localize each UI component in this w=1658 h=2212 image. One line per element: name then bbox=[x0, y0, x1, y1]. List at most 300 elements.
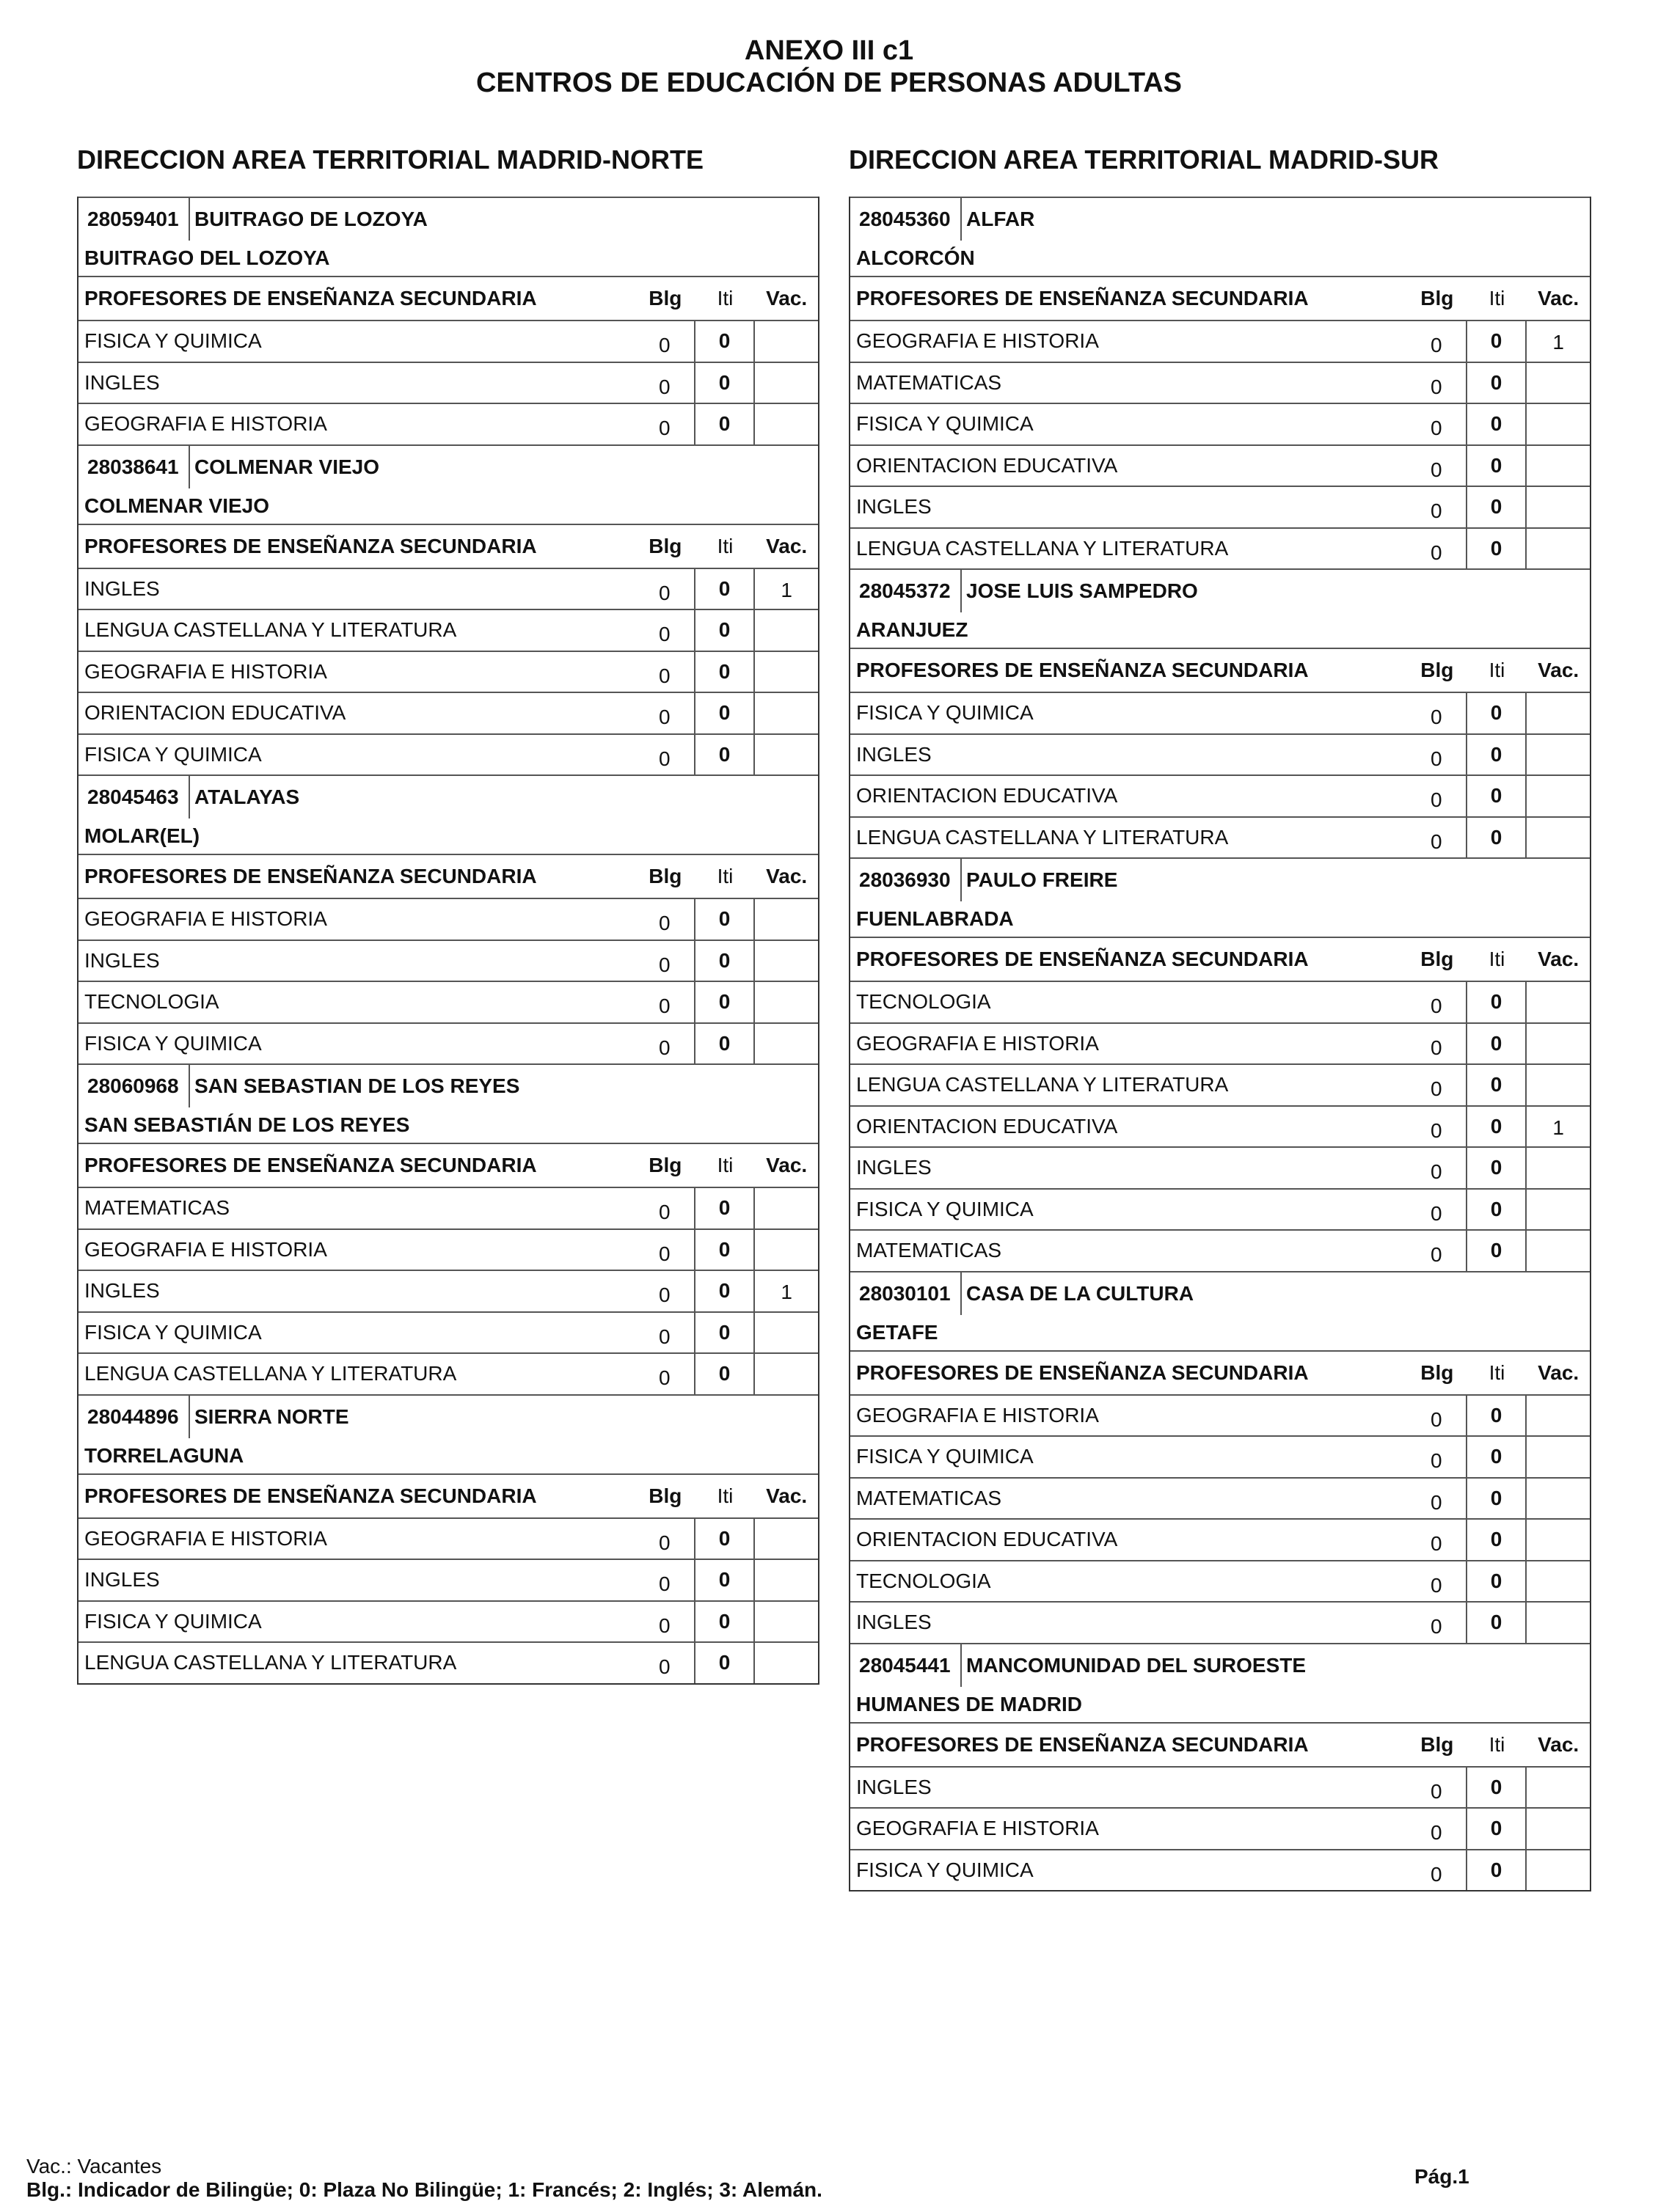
subject-cell: LENGUA CASTELLANA Y LITERATURA bbox=[856, 825, 1229, 849]
subject-cell: FISICA Y QUIMICA bbox=[856, 1197, 1034, 1220]
vac-cell bbox=[755, 1560, 818, 1600]
town-row bbox=[850, 1687, 1590, 1722]
vac-header: Vac. bbox=[1538, 1360, 1580, 1384]
subject-cell: GEOGRAFIA E HISTORIA bbox=[856, 329, 1099, 353]
blg-cell: 0 bbox=[635, 982, 695, 1022]
subject-cell: INGLES bbox=[856, 1775, 932, 1798]
blg-header: Blg bbox=[1420, 1360, 1454, 1384]
blg-cell: 0 bbox=[635, 1188, 695, 1228]
vac-cell: 1 bbox=[781, 1281, 792, 1304]
vac-cell bbox=[755, 1024, 818, 1064]
iti-cell: 0 bbox=[1467, 446, 1527, 486]
iti-cell: 0 bbox=[695, 569, 756, 609]
table-row bbox=[850, 1601, 1590, 1643]
vac-cell bbox=[1527, 818, 1590, 858]
subject-cell: INGLES bbox=[84, 370, 160, 394]
subject-cell: GEOGRAFIA E HISTORIA bbox=[856, 1817, 1099, 1840]
iti-cell: 0 bbox=[1467, 735, 1527, 775]
center-name: SIERRA NORTE bbox=[194, 1405, 349, 1428]
center-name: MANCOMUNIDAD DEL SUROESTE bbox=[966, 1653, 1307, 1677]
table-row bbox=[850, 733, 1590, 775]
table-row bbox=[850, 1518, 1590, 1560]
table-row bbox=[850, 1807, 1590, 1849]
center-code: 28045360 bbox=[850, 198, 962, 241]
town-row bbox=[78, 241, 818, 276]
vac-cell bbox=[1527, 1190, 1590, 1230]
iti-cell: 0 bbox=[1467, 1396, 1527, 1436]
vac-cell bbox=[1527, 363, 1590, 403]
subject-cell: GEOGRAFIA E HISTORIA bbox=[856, 1031, 1099, 1055]
blg-cell: 0 bbox=[1407, 1561, 1467, 1602]
iti-header: Iti bbox=[717, 287, 734, 310]
blg-cell: 0 bbox=[635, 1313, 695, 1353]
center-code: 28036930 bbox=[850, 859, 962, 901]
subject-cell: MATEMATICAS bbox=[84, 1196, 230, 1220]
center-town: ARANJUEZ bbox=[856, 618, 968, 641]
center-code: 28030101 bbox=[850, 1272, 962, 1315]
subject-cell: MATEMATICAS bbox=[856, 1239, 1002, 1262]
table-row bbox=[850, 774, 1590, 816]
iti-header: Iti bbox=[1489, 659, 1505, 681]
legend-bilingue: Blg.: Indicador de Bilingüe; 0: Plaza No Bilingüe; 1: Francés; 2: Inglés; 3: Alemán. bbox=[26, 2178, 822, 2201]
blg-cell: 0 bbox=[1407, 693, 1467, 733]
iti-header: Iti bbox=[1489, 1732, 1505, 1756]
page-number: Pág.1 bbox=[1414, 2165, 1469, 2188]
category-header: PROFESORES DE ENSEÑANZA SECUNDARIA bbox=[84, 1484, 537, 1507]
blg-header: Blg bbox=[649, 865, 682, 887]
blg-cell: 0 bbox=[635, 1519, 695, 1559]
town-row bbox=[78, 1107, 818, 1143]
iti-cell: 0 bbox=[695, 982, 756, 1022]
vac-cell bbox=[1527, 1065, 1590, 1105]
vac-header: Vac. bbox=[766, 1154, 808, 1176]
iti-header: Iti bbox=[1489, 1360, 1505, 1384]
iti-cell: 0 bbox=[1467, 693, 1527, 733]
blg-cell: 0 bbox=[1407, 982, 1467, 1022]
table-row bbox=[850, 403, 1590, 444]
table-row bbox=[78, 1228, 818, 1270]
iti-cell: 0 bbox=[695, 363, 756, 403]
column-header-row bbox=[850, 276, 1590, 320]
subject-cell: LENGUA CASTELLANA Y LITERATURA bbox=[84, 618, 457, 642]
area-table bbox=[77, 197, 819, 1685]
blg-cell: 0 bbox=[1407, 1479, 1467, 1519]
center-town: BUITRAGO DEL LOZOYA bbox=[84, 246, 330, 269]
table-row bbox=[850, 1849, 1590, 1891]
center-row bbox=[850, 857, 1590, 901]
subject-cell: INGLES bbox=[84, 948, 160, 972]
vac-cell bbox=[755, 982, 818, 1022]
table-row bbox=[78, 1352, 818, 1394]
center-town: SAN SEBASTIÁN DE LOS REYES bbox=[84, 1113, 410, 1136]
vac-header: Vac. bbox=[1538, 948, 1580, 970]
category-header: PROFESORES DE ENSEÑANZA SECUNDARIA bbox=[84, 534, 537, 557]
blg-header: Blg bbox=[1420, 287, 1454, 310]
blg-cell: 0 bbox=[1407, 1396, 1467, 1436]
subject-cell: FISICA Y QUIMICA bbox=[856, 1445, 1034, 1468]
blg-cell: 0 bbox=[635, 1230, 695, 1270]
center-name: COLMENAR VIEJO bbox=[194, 455, 380, 478]
iti-cell: 0 bbox=[1467, 1520, 1527, 1560]
subject-cell: GEOGRAFIA E HISTORIA bbox=[84, 659, 327, 683]
blg-header: Blg bbox=[649, 534, 682, 557]
vac-cell bbox=[1527, 1603, 1590, 1643]
vac-cell bbox=[1527, 1396, 1590, 1436]
iti-cell: 0 bbox=[695, 321, 756, 362]
table-row bbox=[850, 1063, 1590, 1105]
legend-vacantes: Vac.: Vacantes bbox=[26, 2155, 162, 2178]
vac-cell bbox=[1527, 776, 1590, 816]
vac-cell bbox=[755, 693, 818, 733]
blg-header: Blg bbox=[649, 287, 682, 310]
subject-cell: GEOGRAFIA E HISTORIA bbox=[84, 1526, 327, 1550]
vac-cell bbox=[755, 652, 818, 692]
town-row bbox=[78, 488, 818, 524]
blg-cell: 0 bbox=[635, 1643, 695, 1683]
table-row bbox=[78, 1311, 818, 1353]
center-code: 28045463 bbox=[78, 776, 190, 818]
table-row bbox=[78, 1187, 818, 1228]
blg-cell: 0 bbox=[635, 1602, 695, 1642]
table-row bbox=[78, 898, 818, 940]
table-row bbox=[850, 527, 1590, 569]
iti-cell: 0 bbox=[1467, 487, 1527, 527]
subject-cell: LENGUA CASTELLANA Y LITERATURA bbox=[84, 1651, 457, 1674]
vac-header: Vac. bbox=[766, 534, 808, 557]
table-row bbox=[850, 1146, 1590, 1188]
blg-cell: 0 bbox=[1407, 1437, 1467, 1477]
center-row bbox=[850, 568, 1590, 612]
vac-cell bbox=[755, 404, 818, 444]
vac-header: Vac. bbox=[1538, 287, 1580, 310]
iti-cell: 0 bbox=[1467, 529, 1527, 569]
vac-cell bbox=[1527, 735, 1590, 775]
column-header-row bbox=[78, 276, 818, 320]
table-row bbox=[78, 1517, 818, 1559]
vac-cell bbox=[1527, 1768, 1590, 1808]
iti-header: Iti bbox=[1489, 948, 1505, 970]
iti-header: Iti bbox=[717, 865, 734, 887]
vac-cell: 1 bbox=[1552, 331, 1564, 354]
subject-cell: GEOGRAFIA E HISTORIA bbox=[84, 1237, 327, 1261]
table-row bbox=[78, 403, 818, 444]
iti-cell: 0 bbox=[695, 1024, 756, 1064]
blg-cell: 0 bbox=[635, 1271, 695, 1311]
vac-cell bbox=[755, 899, 818, 940]
vac-cell bbox=[1527, 404, 1590, 444]
blg-cell: 0 bbox=[635, 941, 695, 981]
town-row bbox=[78, 1438, 818, 1473]
table-row bbox=[78, 1559, 818, 1600]
blg-cell: 0 bbox=[635, 1024, 695, 1064]
subject-cell: FISICA Y QUIMICA bbox=[856, 701, 1034, 725]
vac-cell bbox=[1527, 446, 1590, 486]
table-row bbox=[850, 1477, 1590, 1519]
area-column-norte bbox=[77, 144, 819, 1685]
iti-cell: 0 bbox=[695, 1560, 756, 1600]
iti-cell: 0 bbox=[695, 1602, 756, 1642]
iti-cell: 0 bbox=[695, 899, 756, 940]
center-town: FUENLABRADA bbox=[856, 907, 1014, 930]
center-row bbox=[78, 1063, 818, 1107]
subject-cell: ORIENTACION EDUCATIVA bbox=[856, 453, 1118, 477]
center-row bbox=[78, 444, 818, 488]
blg-cell: 0 bbox=[1407, 321, 1467, 362]
subject-cell: ORIENTACION EDUCATIVA bbox=[856, 784, 1118, 807]
blg-header: Blg bbox=[649, 1484, 682, 1507]
center-code: 28038641 bbox=[78, 446, 190, 488]
center-town: TORRELAGUNA bbox=[84, 1443, 244, 1467]
blg-cell: 0 bbox=[1407, 446, 1467, 486]
table-row bbox=[78, 651, 818, 692]
center-code: 28059401 bbox=[78, 198, 190, 241]
table-row bbox=[850, 1394, 1590, 1436]
iti-cell: 0 bbox=[1467, 1479, 1527, 1519]
table-row bbox=[78, 320, 818, 362]
column-header-row bbox=[850, 1350, 1590, 1394]
table-row bbox=[78, 692, 818, 733]
blg-cell: 0 bbox=[635, 899, 695, 940]
iti-cell: 0 bbox=[695, 1271, 756, 1311]
subject-cell: FISICA Y QUIMICA bbox=[84, 1031, 262, 1055]
table-row bbox=[850, 816, 1590, 858]
blg-cell: 0 bbox=[635, 1354, 695, 1394]
subject-cell: INGLES bbox=[84, 1279, 160, 1303]
category-header: PROFESORES DE ENSEÑANZA SECUNDARIA bbox=[856, 287, 1309, 310]
iti-cell: 0 bbox=[695, 1230, 756, 1270]
center-row bbox=[850, 197, 1590, 241]
iti-cell: 0 bbox=[695, 735, 756, 775]
blg-cell: 0 bbox=[1407, 1107, 1467, 1147]
vac-header: Vac. bbox=[766, 287, 808, 310]
iti-cell: 0 bbox=[695, 1313, 756, 1353]
subject-cell: LENGUA CASTELLANA Y LITERATURA bbox=[84, 1362, 457, 1385]
blg-cell: 0 bbox=[1407, 1065, 1467, 1105]
table-row bbox=[78, 609, 818, 651]
iti-cell: 0 bbox=[1467, 363, 1527, 403]
vac-cell bbox=[1527, 1479, 1590, 1519]
blg-header: Blg bbox=[1420, 659, 1454, 681]
center-name: ATALAYAS bbox=[194, 785, 300, 808]
iti-cell: 0 bbox=[695, 1519, 756, 1559]
iti-cell: 0 bbox=[1467, 1809, 1527, 1849]
iti-cell: 0 bbox=[1467, 404, 1527, 444]
blg-cell: 0 bbox=[635, 610, 695, 651]
blg-cell: 0 bbox=[635, 652, 695, 692]
iti-cell: 0 bbox=[695, 652, 756, 692]
town-row bbox=[850, 901, 1590, 937]
subject-cell: FISICA Y QUIMICA bbox=[84, 1320, 262, 1344]
table-row bbox=[850, 1105, 1590, 1147]
column-header-row bbox=[78, 524, 818, 568]
vac-cell bbox=[755, 1230, 818, 1270]
vac-cell bbox=[755, 1354, 818, 1394]
center-town: COLMENAR VIEJO bbox=[84, 494, 270, 517]
table-row bbox=[850, 320, 1590, 362]
vac-cell: 1 bbox=[1552, 1116, 1564, 1139]
table-row bbox=[850, 1766, 1590, 1808]
vac-cell bbox=[755, 941, 818, 981]
center-town: HUMANES DE MADRID bbox=[856, 1692, 1082, 1715]
vac-header: Vac. bbox=[766, 1484, 808, 1507]
column-header-row bbox=[850, 1722, 1590, 1766]
iti-cell: 0 bbox=[1467, 776, 1527, 816]
table-row bbox=[78, 568, 818, 609]
iti-cell: 0 bbox=[1467, 1603, 1527, 1643]
iti-cell: 0 bbox=[695, 404, 756, 444]
subject-cell: ORIENTACION EDUCATIVA bbox=[856, 1528, 1118, 1551]
subject-cell: MATEMATICAS bbox=[856, 370, 1002, 394]
subject-cell: LENGUA CASTELLANA Y LITERATURA bbox=[856, 1073, 1229, 1096]
subject-cell: INGLES bbox=[856, 742, 932, 766]
iti-cell: 0 bbox=[695, 693, 756, 733]
subject-cell: FISICA Y QUIMICA bbox=[856, 412, 1034, 436]
subject-cell: ORIENTACION EDUCATIVA bbox=[84, 701, 346, 725]
blg-cell: 0 bbox=[1407, 1850, 1467, 1891]
iti-header: Iti bbox=[717, 534, 734, 557]
subject-cell: FISICA Y QUIMICA bbox=[84, 1609, 262, 1633]
table-row bbox=[850, 1435, 1590, 1477]
blg-cell: 0 bbox=[1407, 1148, 1467, 1188]
vac-cell bbox=[1527, 982, 1590, 1022]
category-header: PROFESORES DE ENSEÑANZA SECUNDARIA bbox=[856, 948, 1309, 970]
table-row bbox=[850, 444, 1590, 486]
vac-cell bbox=[1527, 487, 1590, 527]
table-row bbox=[78, 1600, 818, 1642]
iti-cell: 0 bbox=[695, 610, 756, 651]
blg-cell: 0 bbox=[1407, 1231, 1467, 1271]
vac-cell bbox=[755, 321, 818, 362]
vac-header: Vac. bbox=[1538, 1732, 1580, 1756]
table-row bbox=[78, 362, 818, 403]
area-table bbox=[849, 197, 1591, 1891]
center-code: 28044896 bbox=[78, 1396, 190, 1438]
table-row bbox=[850, 1188, 1590, 1230]
table-row bbox=[850, 362, 1590, 403]
category-header: PROFESORES DE ENSEÑANZA SECUNDARIA bbox=[84, 865, 537, 887]
vac-cell bbox=[755, 1602, 818, 1642]
iti-cell: 0 bbox=[1467, 1561, 1527, 1602]
vac-cell bbox=[755, 610, 818, 651]
town-row bbox=[850, 1315, 1590, 1350]
blg-cell: 0 bbox=[635, 321, 695, 362]
town-row bbox=[850, 612, 1590, 648]
category-header: PROFESORES DE ENSEÑANZA SECUNDARIA bbox=[84, 1154, 537, 1176]
center-name: BUITRAGO DE LOZOYA bbox=[194, 208, 428, 230]
blg-cell: 0 bbox=[635, 363, 695, 403]
table-row bbox=[850, 486, 1590, 527]
blg-cell: 0 bbox=[1407, 487, 1467, 527]
iti-cell: 0 bbox=[1467, 1768, 1527, 1808]
vac-cell bbox=[755, 1313, 818, 1353]
vac-header: Vac. bbox=[766, 865, 808, 887]
vac-cell bbox=[1527, 1231, 1590, 1271]
blg-cell: 0 bbox=[635, 735, 695, 775]
table-row bbox=[850, 1022, 1590, 1064]
table-row bbox=[850, 1560, 1590, 1602]
table-row bbox=[850, 692, 1590, 733]
iti-header: Iti bbox=[1489, 287, 1505, 310]
column-header-row bbox=[78, 1473, 818, 1517]
category-header: PROFESORES DE ENSEÑANZA SECUNDARIA bbox=[84, 287, 537, 310]
center-name: ALFAR bbox=[966, 208, 1035, 230]
center-town: GETAFE bbox=[856, 1320, 938, 1344]
subject-cell: FISICA Y QUIMICA bbox=[84, 742, 262, 766]
center-row bbox=[850, 1643, 1590, 1687]
center-code: 28045372 bbox=[850, 570, 962, 612]
center-code: 28060968 bbox=[78, 1065, 190, 1107]
subject-cell: INGLES bbox=[856, 1611, 932, 1634]
iti-cell: 0 bbox=[1467, 1024, 1527, 1064]
blg-cell: 0 bbox=[635, 693, 695, 733]
blg-header: Blg bbox=[649, 1154, 682, 1176]
iti-cell: 0 bbox=[1467, 1231, 1527, 1271]
subject-cell: ORIENTACION EDUCATIVA bbox=[856, 1114, 1118, 1138]
center-town: ALCORCÓN bbox=[856, 246, 975, 269]
table-row bbox=[78, 940, 818, 981]
table-row bbox=[78, 1022, 818, 1064]
subject-cell: FISICA Y QUIMICA bbox=[856, 1858, 1034, 1881]
blg-cell: 0 bbox=[1407, 1603, 1467, 1643]
subject-cell: TECNOLOGIA bbox=[84, 990, 219, 1014]
vac-cell bbox=[755, 735, 818, 775]
category-header: PROFESORES DE ENSEÑANZA SECUNDARIA bbox=[856, 1732, 1309, 1756]
table-row bbox=[850, 981, 1590, 1022]
vac-cell bbox=[1527, 1024, 1590, 1064]
subject-cell: TECNOLOGIA bbox=[856, 990, 991, 1014]
center-row bbox=[78, 774, 818, 818]
center-name: PAULO FREIRE bbox=[966, 868, 1118, 891]
blg-cell: 0 bbox=[635, 569, 695, 609]
document-title: CENTROS DE EDUCACIÓN DE PERSONAS ADULTAS bbox=[475, 67, 1183, 98]
blg-cell: 0 bbox=[1407, 1520, 1467, 1560]
blg-cell: 0 bbox=[635, 1560, 695, 1600]
town-row bbox=[850, 241, 1590, 276]
table-row bbox=[78, 981, 818, 1022]
iti-cell: 0 bbox=[1467, 1148, 1527, 1188]
vac-cell bbox=[1527, 1520, 1590, 1560]
blg-cell: 0 bbox=[1407, 735, 1467, 775]
category-header: PROFESORES DE ENSEÑANZA SECUNDARIA bbox=[856, 659, 1309, 681]
iti-cell: 0 bbox=[695, 1188, 756, 1228]
area-title: DIRECCION AREA TERRITORIAL MADRID-SUR bbox=[849, 144, 1439, 175]
blg-cell: 0 bbox=[1407, 818, 1467, 858]
iti-cell: 0 bbox=[1467, 1065, 1527, 1105]
iti-cell: 0 bbox=[1467, 982, 1527, 1022]
blg-cell: 0 bbox=[1407, 1809, 1467, 1849]
subject-cell: INGLES bbox=[856, 495, 932, 519]
subject-cell: INGLES bbox=[84, 576, 160, 600]
iti-cell: 0 bbox=[695, 1643, 756, 1683]
center-name: CASA DE LA CULTURA bbox=[966, 1281, 1194, 1305]
blg-cell: 0 bbox=[1407, 776, 1467, 816]
vac-cell bbox=[755, 1188, 818, 1228]
iti-header: Iti bbox=[717, 1484, 734, 1507]
iti-cell: 0 bbox=[1467, 1437, 1527, 1477]
center-name: JOSE LUIS SAMPEDRO bbox=[966, 579, 1198, 602]
vac-cell bbox=[1527, 529, 1590, 569]
iti-cell: 0 bbox=[695, 1354, 756, 1394]
vac-cell bbox=[755, 1519, 818, 1559]
vac-cell bbox=[1527, 1850, 1590, 1891]
subject-cell: INGLES bbox=[856, 1156, 932, 1179]
area-title: DIRECCION AREA TERRITORIAL MADRID-NORTE bbox=[77, 144, 704, 175]
annex-title: ANEXO III c1 bbox=[744, 35, 914, 66]
blg-cell: 0 bbox=[1407, 1768, 1467, 1808]
table-row bbox=[78, 1270, 818, 1311]
vac-cell bbox=[1527, 1148, 1590, 1188]
center-row bbox=[78, 197, 818, 241]
